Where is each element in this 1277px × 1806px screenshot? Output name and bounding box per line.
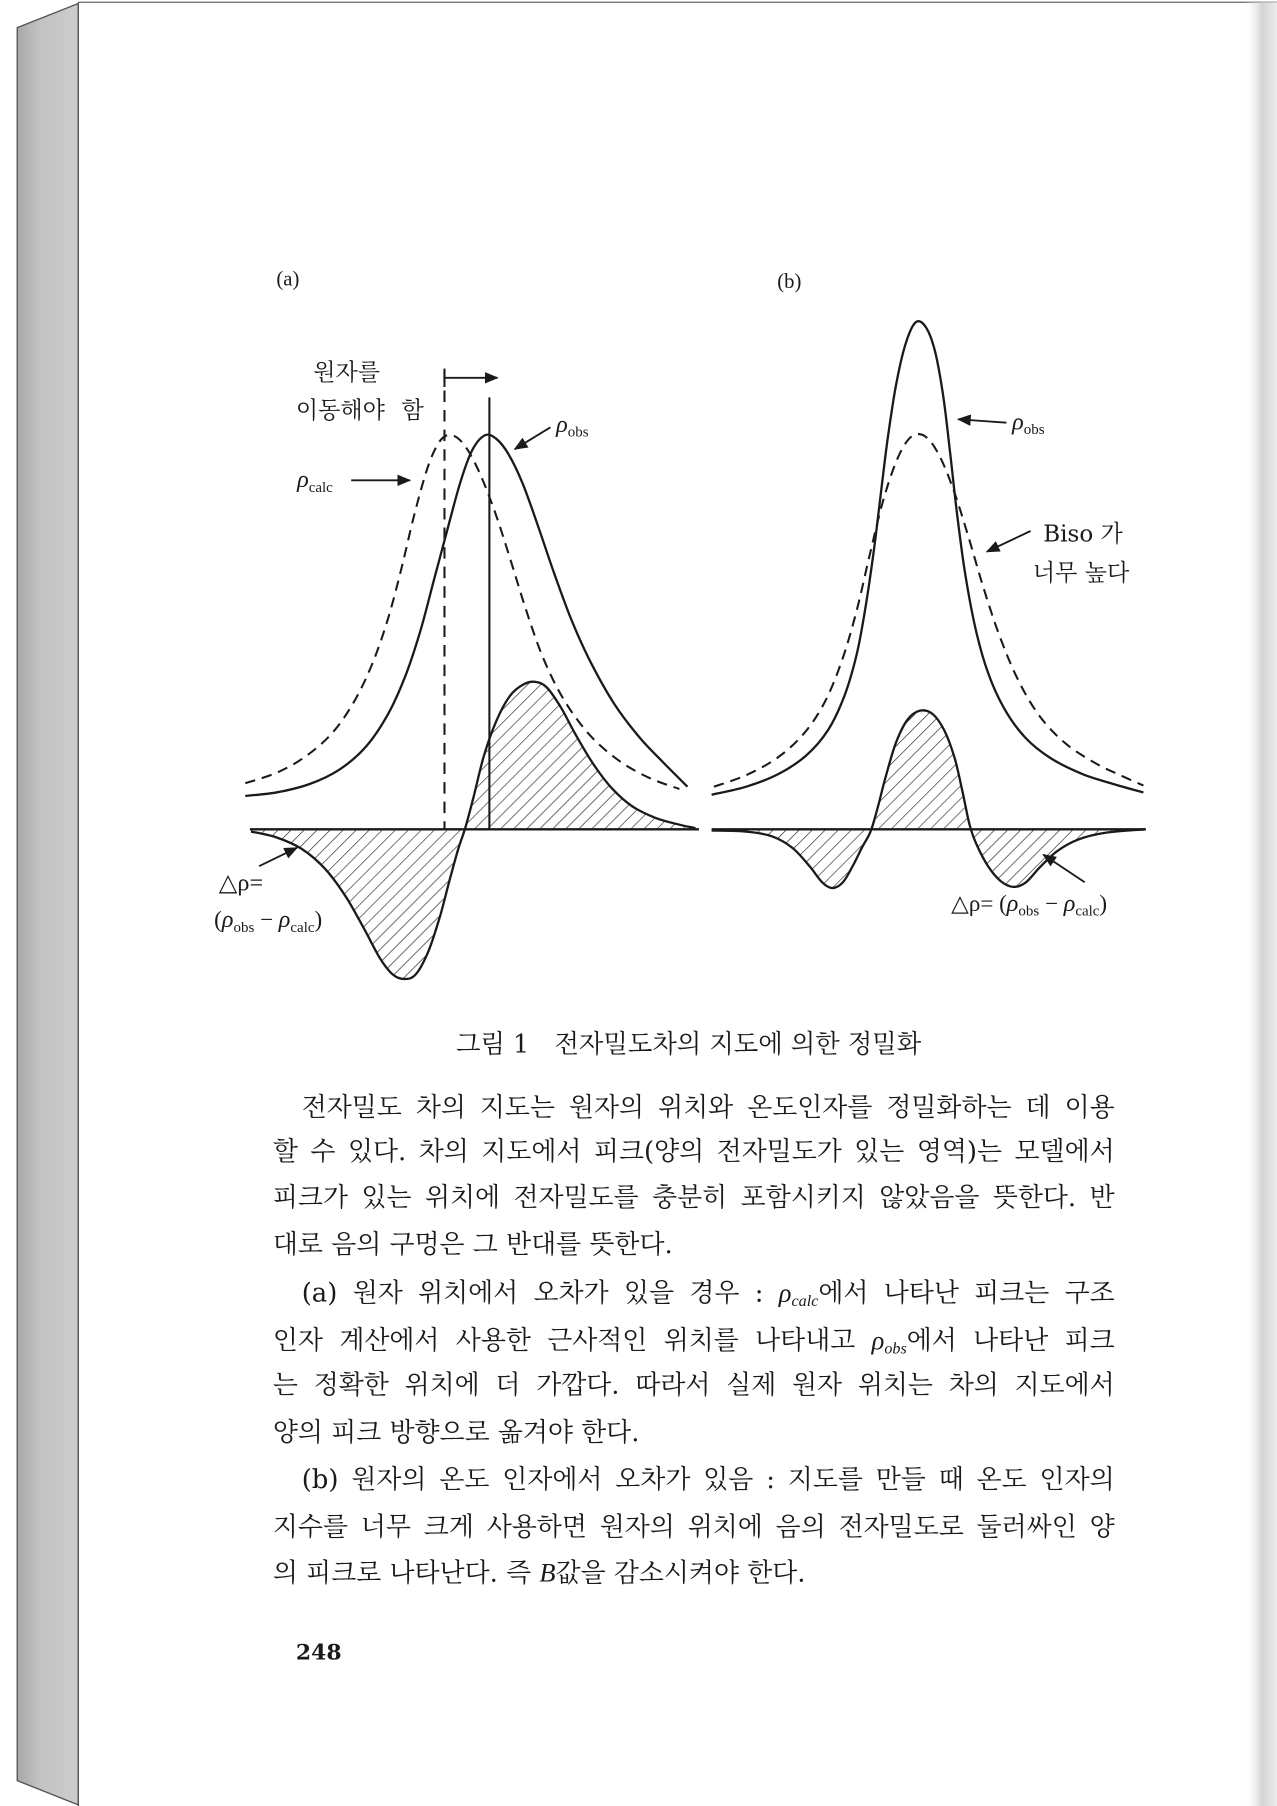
- line-text: 인자 계산에서 사용한 근사적인 위치를 나타내고: [272, 1325, 872, 1356]
- math-symbol: B: [539, 1558, 556, 1588]
- panel-a-move-note-line2: 이동해야 함: [295, 396, 424, 424]
- body-line: 양의 피크 방향으로 옮겨야 한다.: [272, 1417, 640, 1448]
- body-line: 전자밀도 차의 지도는 원자의 위치와 온도인자를 정밀화하는 데 이용: [301, 1093, 1115, 1124]
- paren-close: ): [1099, 891, 1108, 917]
- rho-symbol: ρ: [278, 905, 291, 933]
- math-symbol: ρ: [778, 1278, 792, 1308]
- rho-symbol: ρ: [556, 410, 568, 438]
- panel-b-label: (b): [777, 269, 802, 293]
- panel-b-rho-obs-label: [1012, 405, 1044, 438]
- body-line: 대로 음의 구멍은 그 반대를 뜻한다.: [272, 1230, 673, 1261]
- math-subscript: obs: [884, 1340, 907, 1358]
- page-edge-shadow: [1244, 2, 1277, 1806]
- rho-subscript: calc: [1075, 901, 1100, 920]
- rho-subscript: calc: [308, 477, 333, 496]
- paren-close: ): [314, 907, 323, 933]
- body-line: [273, 1321, 1115, 1360]
- math-subscript: calc: [791, 1293, 819, 1311]
- body-line: [302, 1274, 1115, 1313]
- body-line: 할 수 있다. 차의 지도에서 피크(양의 전자밀도가 있는 영역)는 모델에서: [272, 1136, 1115, 1167]
- line-text: 의 피크로 나타난다. 즉: [272, 1558, 540, 1589]
- book-spine: [17, 3, 78, 1804]
- figure-caption: [456, 1027, 921, 1064]
- page-number: 248: [295, 1640, 342, 1666]
- rho-symbol: ρ: [297, 465, 309, 493]
- panel-b-delta-label: [951, 887, 1107, 920]
- rho-symbol: ρ: [221, 905, 234, 933]
- body-line: (b) 원자의 온도 인자에서 오차가 있음 : 지도를 만들 때 온도 인자의: [301, 1465, 1115, 1496]
- paren-open: (: [214, 907, 222, 933]
- body-line: 피크가 있는 위치에 전자밀도를 충분히 포함시키지 않았음을 뜻한다. 반: [272, 1182, 1115, 1213]
- delta-lead: △ρ= (: [951, 891, 1007, 917]
- panel-b-biso-note-line1: Biso 가: [1043, 519, 1123, 548]
- panel-a-label: (a): [276, 267, 300, 291]
- caption-number: 그림 1: [455, 1030, 530, 1060]
- panel-a-rho-calc-label: [297, 463, 333, 496]
- caption-title: 전자밀도차의 지도에 의한 정밀화: [554, 1030, 922, 1060]
- panel-b-biso-note-line2: 너무 높다: [1032, 558, 1130, 587]
- rho-symbol: ρ: [1006, 889, 1019, 917]
- rho-subscript: obs: [1018, 901, 1040, 920]
- minus-sign: −: [254, 907, 279, 933]
- panel-a-delta-label-line1: △ρ=: [218, 868, 264, 897]
- rho-symbol: ρ: [1012, 407, 1024, 436]
- line-text: 에서 나타난 피크는 구조: [818, 1278, 1115, 1309]
- rho-subscript: calc: [290, 917, 315, 936]
- line-text: 에서 나타난 피크: [906, 1325, 1115, 1356]
- rho-subscript: obs: [567, 422, 589, 440]
- rho-symbol: ρ: [1063, 889, 1076, 917]
- panel-a-delta-label-line2: [214, 903, 322, 936]
- math-symbol: ρ: [871, 1325, 885, 1355]
- line-text: (a) 원자 위치에서 오차가 있을 경우 :: [301, 1278, 779, 1309]
- rho-subscript: obs: [233, 917, 255, 936]
- minus-sign: −: [1039, 891, 1064, 917]
- line-text: 값을 감소시켜야 한다.: [555, 1558, 806, 1589]
- body-line: 는 정확한 위치에 더 가깝다. 따라서 실제 원자 위치는 차의 지도에서: [272, 1370, 1115, 1401]
- panel-a-rho-obs-label: [556, 408, 588, 441]
- panel-a-move-note-line1: 원자를: [313, 358, 380, 386]
- rho-subscript: obs: [1023, 420, 1045, 438]
- body-line: [273, 1554, 1115, 1593]
- body-line: 지수를 너무 크게 사용하면 원자의 위치에 음의 전자밀도로 둘러싸인 양: [272, 1512, 1115, 1543]
